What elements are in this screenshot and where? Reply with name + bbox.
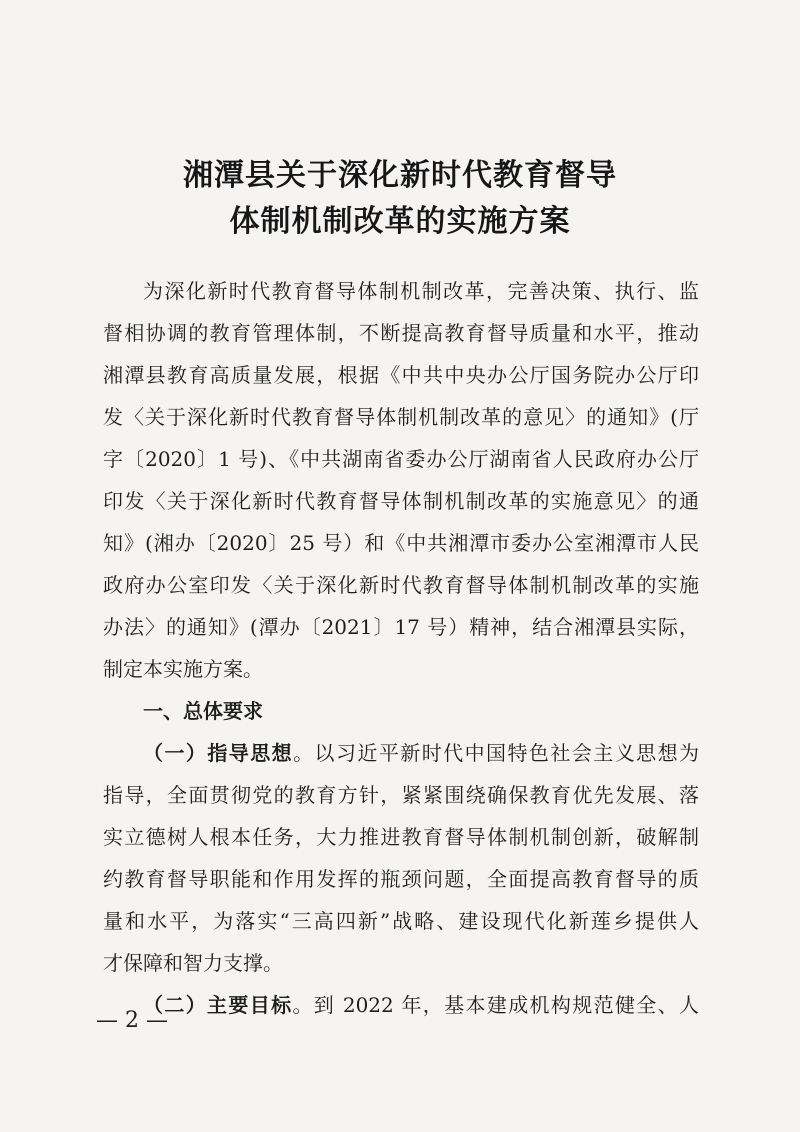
paragraph-line: 字〔2020〕1 号)、《中共湖南省委办公厅湖南省人民政府办公厅: [103, 447, 699, 471]
paragraph-line: 政府办公室印发〈关于深化新时代教育督导体制机制改革的实施: [103, 573, 699, 597]
subsection-first-line: [143, 990, 699, 1020]
subsection-text: 。以习近平新时代中国特色社会主义思想为: [293, 741, 700, 765]
subsection-text: 。到 2022 年，基本建成机构规范健全、人: [292, 993, 699, 1017]
paragraph-line: 才保障和智力支撑。: [103, 951, 283, 975]
paragraph-line: 指导，全面贯彻党的教育方针，紧紧围绕确保教育优先发展、落: [103, 783, 699, 807]
paragraph-line: 约教育督导职能和作用发挥的瓶颈问题，全面提高教育督导的质: [103, 867, 699, 891]
subsection-label: （二）主要目标: [143, 993, 293, 1017]
paragraph-line: 印发〈关于深化新时代教育督导体制机制改革的实施意见〉的通: [103, 489, 699, 513]
paragraph-line: 知》(湘办〔2020〕25 号）和《中共湘潭市委办公室湘潭市人民: [103, 531, 699, 555]
paragraph-line: 督相协调的教育管理体制，不断提高教育督导质量和水平，推动: [103, 321, 699, 345]
paragraph-line: 发〈关于深化新时代教育督导体制机制改革的意见〉的通知》(厅: [103, 405, 699, 429]
paragraph-line: 实立德树人根本任务，大力推进教育督导体制机制创新，破解制: [103, 825, 699, 849]
document-title-line-2: 体制机制改革的实施方案: [229, 204, 571, 239]
page-number: — 2 —: [96, 1008, 168, 1033]
paragraph-line: 制定本实施方案。: [103, 657, 263, 681]
paragraph-line: 办法〉的通知》(潭办〔2021〕17 号）精神，结合湘潭县实际，: [103, 615, 699, 639]
subsection-label: （一）指导思想: [143, 741, 294, 765]
section-heading: 一、总体要求: [143, 699, 263, 723]
subsection-first-line: [143, 738, 699, 768]
paragraph-line: 量和水平，为落实“三高四新”战略、建设现代化新莲乡提供人: [103, 909, 699, 933]
document-title-line-1: 湘潭县关于深化新时代教育督导: [183, 158, 617, 193]
paragraph-line: 湘潭县教育高质量发展，根据《中共中央办公厅国务院办公厅印: [103, 363, 699, 387]
paragraph-line: 为深化新时代教育督导体制机制改革，完善决策、执行、监: [143, 279, 699, 303]
